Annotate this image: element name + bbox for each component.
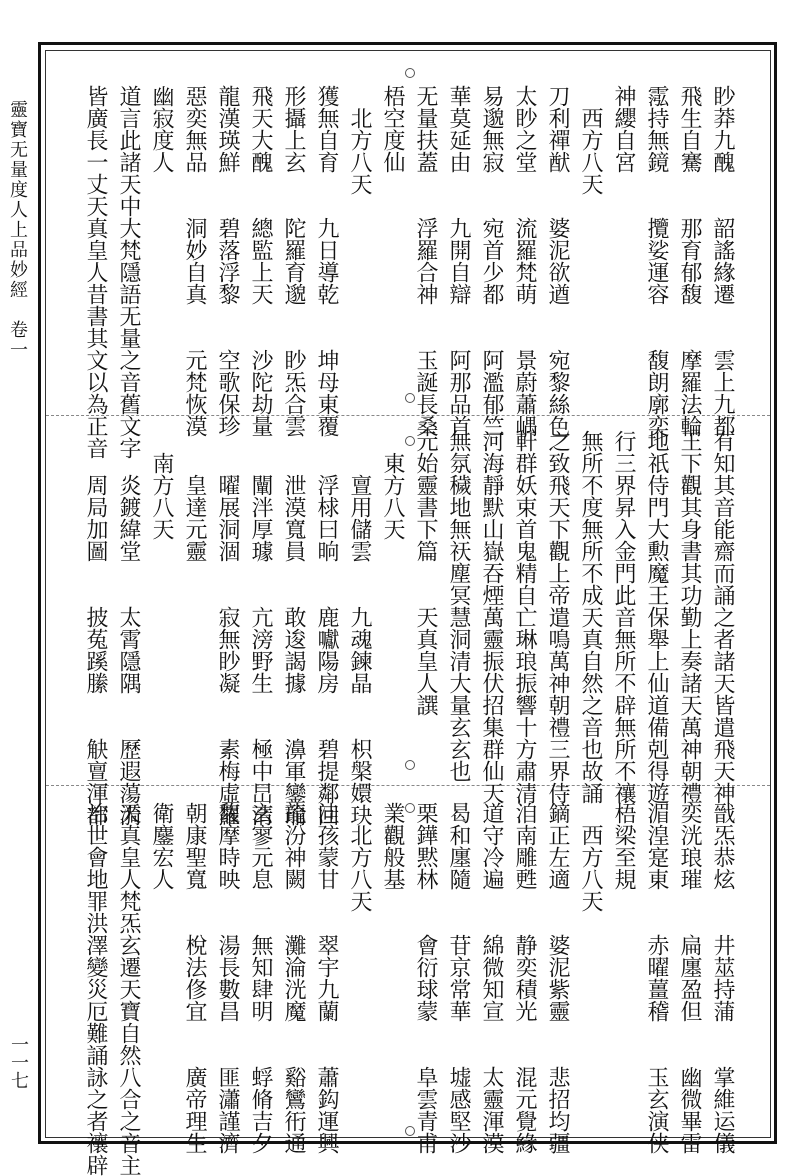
text-column: 戩炁恭炫 井莁持蒲 掌維运儀 [710,802,735,1154]
text-column: 霐持無鏡 攬娑運容 馥朗廓奕 [644,85,669,437]
text-panel-3 [80,802,740,1176]
text-column: 無氛穢地無祆塵冥慧洞清大量玄玄也 [446,430,471,782]
text-column: 天真皇人梵炁玄遷天寶自然八合之音主 [116,802,141,1176]
text-column: 道守冷遍 綿微知宣 太靈渾漠 [479,802,504,1154]
text-column: 飛生自騫 那育郁馥 摩羅法輪 [677,85,702,437]
text-column: 易邈無寂 宛首少都 阿濫郁竺 [479,85,504,437]
text-panel-2 [80,430,740,826]
text-column: 東方八天 [380,430,405,540]
text-column: 曜展洞涸 寂無眇凝 素梅虛羅 [215,430,240,826]
text-column: 王下觀其身書其功勤上奏諸天萬神朝禮 [677,430,702,804]
text-column: 河海靜默山嶽吞煙萬靈振伏招集群仙天 [479,430,504,804]
text-column: 幽寂度人 [149,85,174,173]
text-column: 朝康聖寬 梲法俢宜 廣帝理生 [182,802,207,1154]
text-column: 梧梁至規 [611,802,636,890]
text-column: 神纓自宮 [611,85,636,173]
text-column: 馥摩時映 湯長數昌 匪瀟謹濟 [215,802,240,1154]
text-column: 龍漢瑛鮮 碧落浮黎 空歌保珍 [215,85,240,437]
text-column: 鏑正左適 婆泥紫靈 悲招均疆 [545,802,570,1154]
text-column: 炎鍍緯堂 太霄隱隅 歷遐蕩漪 [116,430,141,826]
text-column: 太眇之堂 流羅梵萌 景蔚蕭嵎 [512,85,537,437]
text-column: 皆廣長一丈天真皇人昔書其文以為正音 [83,85,108,459]
text-column: 形攝上玄 陀羅育邈 眇炁合雲 [281,85,306,437]
text-column: 栗鏵黙林 會衍球蒙 阜雲青甫 [413,802,438,1154]
text-column: 皇達元靈 [182,430,207,562]
text-column: 之致飛天下觀上帝遣鳴萬神朝禮三界侍 [545,430,570,804]
text-column: 惡奕無品 洞妙自真 元梵恢漠 [182,85,207,437]
text-column: 業觀般基 [380,802,405,890]
text-column: 刀利禪猷 婆泥欲遒 宛黎絲色 [545,85,570,437]
text-column: 行三界昇入金門此音無所不辟無所不禳 [611,430,636,804]
text-column: 眇莽九醜 韶謠緣遷 雲上九都 [710,85,735,437]
text-column: 浮梂曰晌 鹿囐陽房 碧提鄰回 [314,430,339,826]
text-column: 泄漠寬員 敢逡謁據 濞軍鑾瑜 [281,430,306,826]
text-column: 曷和廛隨 苷京常華 墟感堅沙 [446,802,471,1154]
text-column: 洎南雕甦 静奕積光 混元覺緣 [512,802,537,1154]
text-column: 周局加圖 披菟蹊縢 觖亶渾都 [83,430,108,826]
text-column: 飛天大醜 總監上天 沙陀劫量 [248,85,273,437]
text-column: 奕洸琅璀 扁廛盈但 幽微畢雷 [677,802,702,1154]
text-column: 无量扶蓋 浮羅合神 玉誕長桑 [413,85,438,437]
text-column: 南方八天 [149,430,174,540]
text-column: 衛鏖宏人 [149,802,174,890]
text-column: 元始靈書下篇 天真皇人譔 [413,430,438,716]
binding-hole-mark [405,68,415,78]
text-column: 龍汾神闕 灘淪洸魔 谿鸞衎通 [281,802,306,1154]
text-column: 西方八天 [578,85,603,195]
text-column: 梧空度仙 [380,85,405,173]
text-panel-1 [80,85,740,459]
text-column: 洼孩蒙甘 翠宇九蘭 蕭鈎運興 [314,802,339,1154]
text-column: 西方八天 [578,802,603,912]
text-column: 闡泮厚璩 亢滂野生 極中旵清 [248,430,273,826]
text-column: 軒群妖束首鬼精自亡琳琅振響十方肅清 [512,430,537,804]
text-column: 道言此諸天中大梵隱語无量之音舊文字 [116,85,141,459]
text-column: 無所不度無所不成天真自然之音也故誦 [578,430,603,804]
text-column: 獲無自育 九日導乾 坤母東覆 [314,85,339,437]
text-column: 地祇侍門大勲魔王保舉上仙道備剋得遊 [644,430,669,804]
text-column: 玄寥元息 無知肆明 蜉脩吉夕 [248,802,273,1154]
margin-title: 靈寶无量度人上品妙經 卷一 [7,100,28,360]
margin-page-number: 一一七 [8,1035,29,1089]
text-column: 有知其音能齋而誦之者諸天皆遣飛天神 [710,430,735,804]
text-column: 治世會地罪洪澤變災厄難誦詠之者禳辟 [83,802,108,1176]
text-column: 亶用儲雲 九魂鍊晶 枳槃嬛玦 [347,430,372,826]
text-column: 北方八天 [347,85,372,195]
text-column: 北方八天 [347,802,372,912]
text-column: 華莫延由 九開自辯 阿那品首 [446,85,471,437]
text-column: 湄湟寔東 赤曜薑稽 玉玄演侠 [644,802,669,1154]
